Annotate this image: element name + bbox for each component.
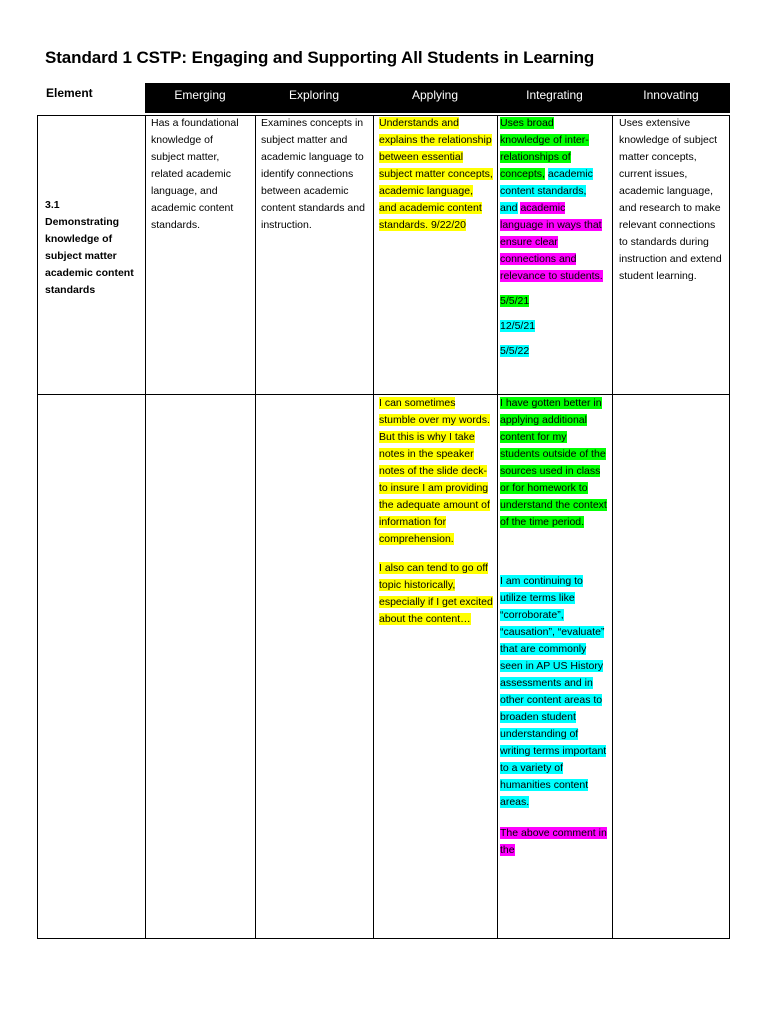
integrating-magenta-text: academic language in ways that ensure clear connections and relevance to students. bbox=[500, 202, 603, 282]
innovating-cell bbox=[619, 115, 725, 285]
integrating-reflection-2: I am continuing to utilize terms like “corroborate”, “causation”, “evaluate” that are commonly seen in AP US History assessments and in other content areas to broaden student understanding of writing terms important to a variety of humanities content areas. bbox=[500, 575, 607, 808]
applying-reflection-cell bbox=[379, 395, 495, 636]
integrating-date-2: 12/5/21 bbox=[500, 320, 536, 332]
table-divider bbox=[145, 115, 146, 939]
integrating-cell bbox=[500, 115, 606, 368]
integrating-green-text: Uses broad knowledge of inter-relationships of concepts, bbox=[500, 117, 589, 180]
table-border-right bbox=[729, 115, 730, 939]
applying-reflection-1: I can sometimes stumble over my words. But this is why I take notes in the speaker notes of the slide deck- to insure I am providing the adequate amount of information for comprehension. bbox=[379, 397, 490, 545]
header-innovating: Innovating bbox=[643, 88, 699, 102]
element-column-header: Element bbox=[46, 86, 93, 100]
element-number: 3.1 bbox=[45, 199, 60, 211]
header-emerging: Emerging bbox=[174, 88, 226, 102]
exploring-cell bbox=[261, 115, 369, 234]
applying-cell bbox=[379, 115, 493, 234]
table-border-left bbox=[37, 115, 38, 939]
emerging-cell bbox=[151, 115, 247, 234]
element-cell bbox=[45, 197, 141, 299]
table-divider bbox=[373, 115, 374, 939]
page-title: Standard 1 CSTP: Engaging and Supporting All Students in Learning bbox=[45, 48, 595, 67]
element-description: Demonstrating knowledge of subject matter academic content standards bbox=[45, 216, 134, 296]
standards-table bbox=[37, 115, 730, 939]
integrating-date-3: 5/5/22 bbox=[500, 345, 530, 357]
level-header-bar bbox=[145, 83, 730, 113]
exploring-text: Examines concepts in subject matter and academic language to identify connections between academic content standards and instruction. bbox=[261, 117, 365, 231]
applying-reflection-2: I also can tend to go off topic historically, especially if I get excited about the content… bbox=[379, 562, 493, 625]
integrating-cyan-text: academic content standards, and bbox=[500, 168, 593, 214]
integrating-reflection-cell bbox=[500, 395, 608, 867]
integrating-reflection-1: I have gotten better in applying additional content for my students outside of the sources used in class or for homework to understand the context of the time period. bbox=[500, 397, 607, 528]
innovating-text: Uses extensive knowledge of subject matter concepts, current issues, academic language, and research to make relevant connections to standards during instruction and extend student learning. bbox=[619, 117, 722, 282]
integrating-reflection-3: The above comment in the bbox=[500, 827, 607, 856]
table-border-bottom bbox=[37, 938, 730, 939]
header-integrating: Integrating bbox=[526, 88, 583, 102]
table-divider bbox=[255, 115, 256, 939]
table-divider bbox=[497, 115, 498, 939]
integrating-date-1: 5/5/21 bbox=[500, 295, 530, 307]
header-exploring: Exploring bbox=[288, 88, 340, 102]
emerging-text: Has a foundational knowledge of subject matter, related academic language, and academic content standards. bbox=[151, 117, 239, 231]
applying-text: Understands and explains the relationship between essential subject matter concepts, academic language, and academic content standards. 9/22/20 bbox=[379, 117, 493, 231]
table-divider bbox=[612, 115, 613, 939]
header-applying: Applying bbox=[411, 88, 459, 102]
